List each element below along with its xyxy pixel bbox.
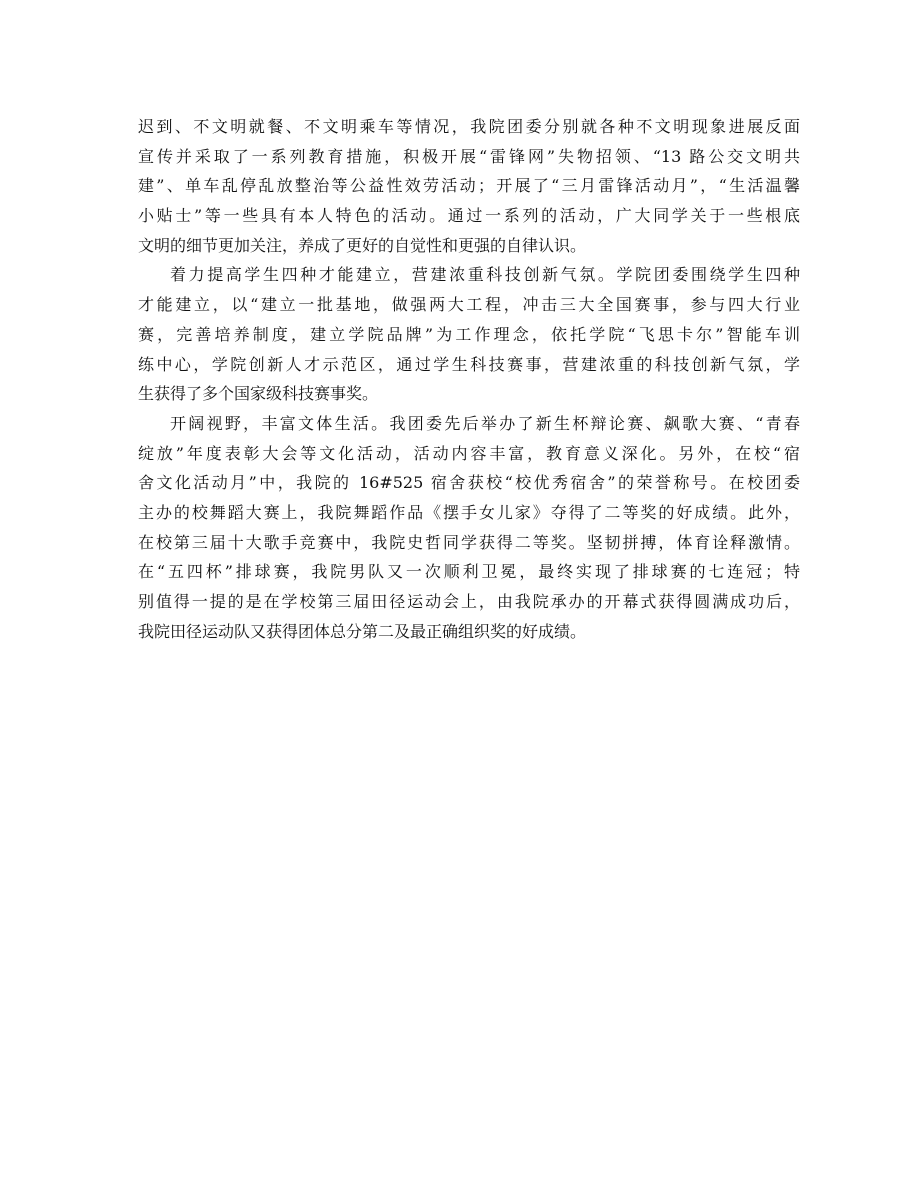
- text-line: 才能建立，以“建立一批基地，做强两大工程，冲击三大全国赛事，参与四大行业: [138, 295, 800, 315]
- text-line: 舍文化活动月”中，我院的 16#525 宿舍获校“校优秀宿舍”的荣誉称号。在校团委: [138, 473, 800, 493]
- text-line: 建”、单车乱停乱放整治等公益性效劳活动；开展了“三月雷锋活动月”，“生活温馨: [138, 176, 800, 196]
- text-line: 迟到、不文明就餐、不文明乘车等情况，我院团委分别就各种不文明现象进展反面: [138, 117, 800, 136]
- text-line: 主办的校舞蹈大赛上，我院舞蹈作品《摆手女儿家》夺得了二等奖的好成绩。此外，: [138, 502, 800, 522]
- text-line: 在“五四杯”排球赛，我院男队又一次顺利卫冕，最终实现了排球赛的七连冠；特: [138, 562, 800, 582]
- text-line: 练中心，学院创新人才示范区，通过学生科技赛事，营建浓重的科技创新气氛，学: [138, 354, 800, 374]
- text-line: 着力提高学生四种才能建立，营建浓重科技创新气氛。学院团委围绕学生四种: [170, 265, 800, 285]
- text-line: 小贴士”等一些具有本人特色的活动。通过一系列的活动，广大同学关于一些根底: [138, 206, 800, 226]
- text-line: 生获得了多个国家级科技赛事奖。: [138, 384, 379, 404]
- text-line: 文明的细节更加关注，养成了更好的自觉性和更强的自律认识。: [138, 235, 587, 255]
- text-line: 绽放”年度表彰大会等文化活动，活动内容丰富，教育意义深化。另外，在校“宿: [138, 443, 800, 463]
- text-line: 别值得一提的是在学校第三届田径运动会上，由我院承办的开幕式获得圆满成功后，: [138, 592, 800, 611]
- paragraph-3: [138, 409, 800, 647]
- paragraph-1: [138, 112, 800, 260]
- text-line: 赛，完善培养制度，建立学院品牌”为工作理念，依托学院“飞思卡尔”智能车训: [138, 324, 800, 344]
- paragraph-2: [138, 260, 800, 408]
- text-line: 在校第三届十大歌手竞赛中，我院史哲同学获得二等奖。坚韧拼搏，体育诠释激情。: [138, 532, 800, 552]
- text-line: 开阔视野，丰富文体生活。我团委先后举办了新生杯辩论赛、飙歌大赛、“青春: [170, 413, 800, 433]
- document-body: [138, 112, 800, 646]
- text-line: 我院田径运动队又获得团体总分第二及最正确组织奖的好成绩。: [138, 621, 587, 641]
- text-line: 宣传并采取了一系列教育措施，积极开展“雷锋网”失物招领、“13 路公交文明共: [138, 146, 800, 166]
